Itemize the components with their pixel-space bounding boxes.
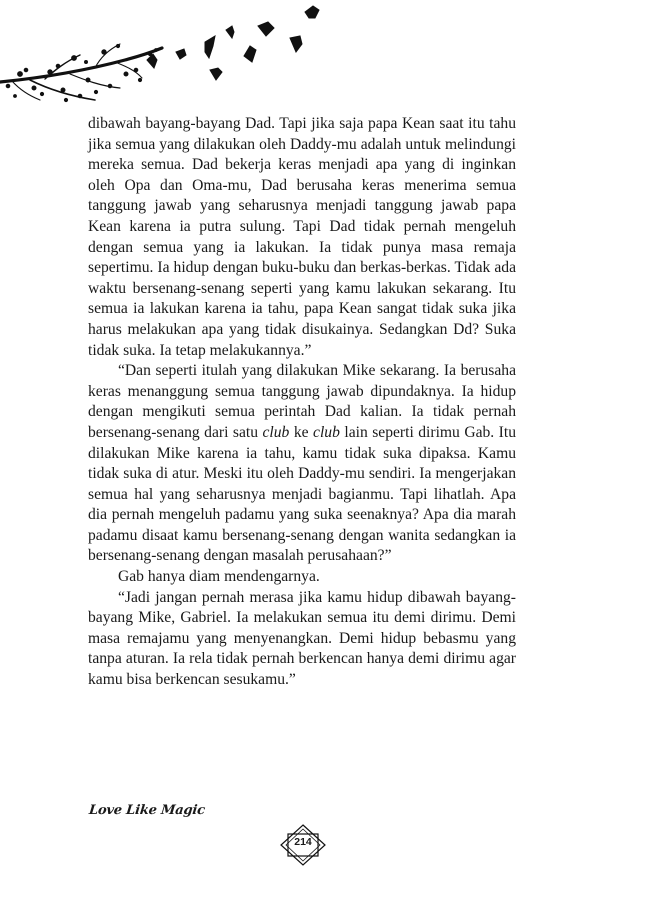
paragraph: Gab hanya diam mendengarnya. bbox=[118, 568, 320, 586]
book-title: Love Like Magic bbox=[88, 803, 206, 818]
paragraph: dibawah bayang-bayang Dad. Tapi jika saja papa Kean saat itu tahu jika semua yang dilakukan oleh Daddy-mu adalah untuk melindungi mereka semua. Dad bekerja keras menjadi apa yang di inginkan oleh Opa dan Oma-mu, Dad berusaha keras menerima semua tanggung jawab yang seharusnya menjadi tanggung jawab papa Kean karena ia putra sulung. Tapi Dad tidak pernah mengeluh dengan semua yang ia lakukan. Ia tidak punya masa remaja sepertimu. Ia hidup dengan buku-buku dan berkas-berkas. Tidak ada waktu bersenang-senang seperti yang kamu lakukan sekarang. Itu semua ia lakukan karena ia tahu, papa Kean sangat tidak suka jika harus melakukan apa yang tidak disukainya. Sedangkan Dd? Suka tidak suka. Ia tetap melakukannya.” bbox=[88, 115, 516, 359]
paragraph: “Dan seperti itulah yang dilakukan Mike sekarang. Ia berusaha keras menanggung semua tanggung jawab dipundaknya. Ia hidup dengan mengikuti semua perintah Dad kalian. Ia tidak pernah bersenang-senang dari satu club ke club lain seperti dirimu Gab. Itu dilakukan Mike karena ia tahu, kamu tidak suka dipaksa. Kamu tidak suka di atur. Meski itu oleh Daddy-mu sendiri. Ia mengerjakan semua hal yang seharusnya menjadi bagianmu. Tapi lihatlah. Apa dia pernah mengeluh padamu yang suka seenaknya? Apa dia marah padamu disaat kamu bersenang-senang dengan wanita sedangkan ia bersenang-senang dengan masalah perusahaan?” bbox=[88, 362, 516, 565]
paragraph: “Jadi jangan pernah merasa jika kamu hidup dibawah bayang-bayang Mike, Gabriel. Ia melakukan semua itu demi dirimu. Demi masa remajamu yang menyenangkan. Demi hidup bebasmu yang tanpa aturan. Ia rela tidak pernah berkencan hanya demi dirimu agar kamu bisa berkencan sesukamu.” bbox=[88, 588, 516, 689]
body-text bbox=[88, 114, 516, 691]
branch-with-birds-icon bbox=[0, 0, 340, 120]
page-number: 214 bbox=[294, 836, 312, 848]
